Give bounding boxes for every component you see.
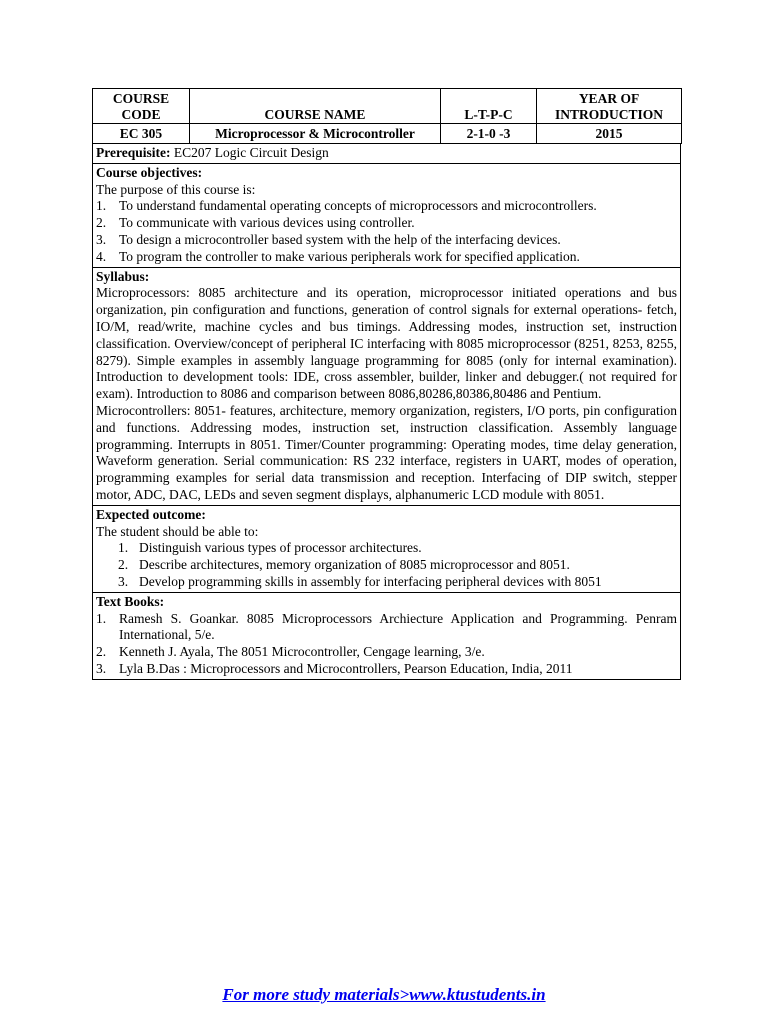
objectives-label: Course objectives: — [96, 164, 203, 180]
list-item: 1. Ramesh S. Goankar. 8085 Microprocessors Archiecture Application and Programming. Penram International, 5/e. — [96, 610, 677, 643]
list-item: 3. To design a microcontroller based system with the help of the interfacing devices. — [96, 231, 561, 247]
list-item: 4. To program the controller to make various peripherals work for specified application. — [96, 248, 580, 264]
outcome-list — [96, 540, 677, 590]
textbooks-section — [92, 593, 681, 680]
outcome-intro: The student should be able to: — [96, 523, 259, 539]
course-name-value: Microprocessor & Microcontroller — [190, 124, 441, 144]
list-item: 1. To understand fundamental operating concepts of microprocessors and microcontrollers. — [96, 198, 597, 214]
study-materials-link[interactable]: For more study materials>www.ktustudents.in — [222, 985, 546, 1004]
year-header: YEAR OF INTRODUCTION — [537, 89, 682, 124]
list-item: 2. Kenneth J. Ayala, The 8051 Microcontroller, Cengage learning, 3/e. — [96, 644, 485, 660]
prerequisite-label: Prerequisite: — [96, 145, 171, 160]
outcome-label: Expected outcome: — [96, 506, 206, 522]
textbooks-label: Text Books: — [96, 593, 165, 609]
prerequisite-section — [92, 144, 681, 164]
ltpc-header: L-T-P-C — [441, 89, 537, 124]
course-header-table — [92, 88, 682, 144]
objectives-section — [92, 164, 681, 268]
objectives-intro: The purpose of this course is: — [96, 181, 256, 197]
textbooks-list — [96, 611, 677, 678]
course-name-header: COURSE NAME — [190, 89, 441, 124]
year-value: 2015 — [537, 124, 682, 144]
syllabus-microcontrollers: Microcontrollers: 8051- features, architecture, memory organization, registers, I/O ports, pin configuration and functions. Addressing modes, instruction set, instruction classification. Assembly language programming. Interrupts in 8051. Timer/Counter programming: Operating modes, time delay generation, Waveform generation. Serial communication: RS 232 interface, registers in UART, modes of operation, programming examples for serial data transmission and reception. Interfacing of DIP switch, stepper motor, ADC, DAC, LEDs and seven segment displays, alphanumeric LCD module with 8051. — [96, 402, 677, 502]
outcome-section — [92, 506, 681, 593]
syllabus-sheet — [92, 88, 681, 680]
syllabus-microprocessors: Microprocessors: 8085 architecture and its operation, microprocessor initiated operations and bus organization, pin configuration and functions, generation of control signals for external operations- fetch, IO/M, read/write, machine cycles and bus timings. Addressing modes, instruction set, instruction classification. Overview/concept of peripheral IC interfacing with 8085 microprocessor (8251, 8253, 8255, 8279). Simple examples in assembly language programming for 8085 (only for internal examination). Introduction to development tools: IDE, cross assembler, builder, linker and debugger.( not required for exam). Introduction to 8086 and comparison between 8086,80286,80386,80486 and Pentium. — [96, 285, 677, 402]
syllabus-section — [92, 268, 681, 506]
list-item: 2. Describe architectures, memory organization of 8085 microprocessor and 8051. — [118, 557, 570, 573]
syllabus-label: Syllabus: — [96, 268, 150, 284]
ltpc-value: 2-1-0 -3 — [441, 124, 537, 144]
list-item: 3. Lyla B.Das : Microprocessors and Microcontrollers, Pearson Education, India, 2011 — [96, 660, 573, 676]
list-item: 2. To communicate with various devices using controller. — [96, 215, 415, 231]
objectives-list — [96, 198, 677, 265]
prerequisite-value: EC207 Logic Circuit Design — [173, 145, 329, 160]
list-item: 3. Develop programming skills in assembly for interfacing peripheral devices with 8051 — [118, 573, 602, 589]
course-code-header: COURSE CODE — [93, 89, 190, 124]
list-item: 1. Distinguish various types of processor architectures. — [118, 540, 422, 556]
course-code-value: EC 305 — [93, 124, 190, 144]
